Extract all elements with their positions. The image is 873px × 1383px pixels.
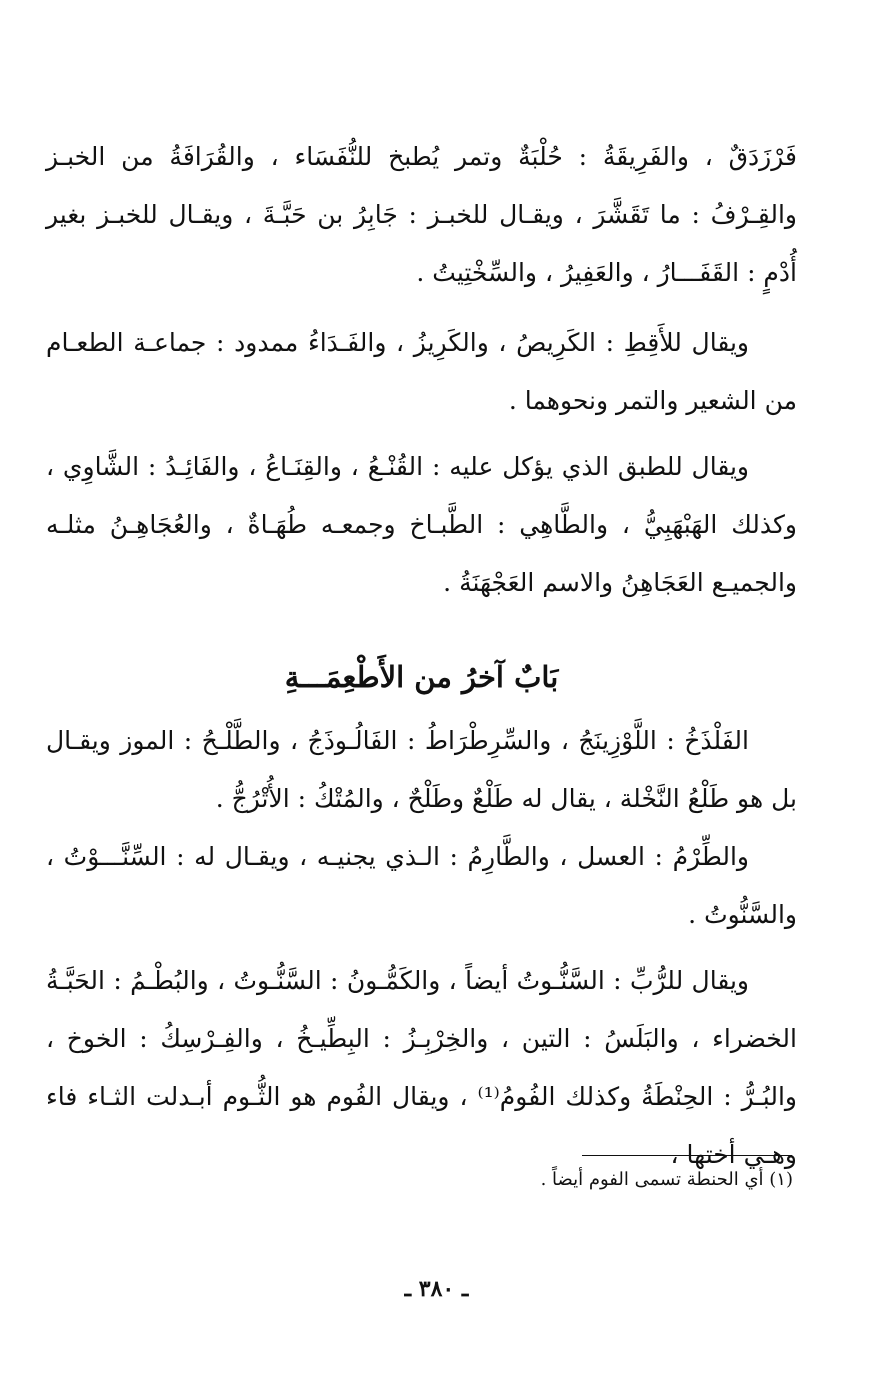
paragraph-foods: ويقال للرُّبِّ : السَّنُّـوتُ أيضاً ، والكَمُّـونُ : السَّنُّـوتُ ، والبُطْـمُ : الحَبَّـةُ الخضراء ، والبَلَسُ : التين ، والخِرْبِـزُ : البِطِّيـخُ ، والفِـرْسِكُ : الخوخ ، والبُـرُّ : الحِنْطَةُ وكذلك الفُومُ⁽¹⁾ ، ويقال الفُوم هو الثُّـوم أبـدلت الثـاء فاء وهـي أختها ، [46,966,797,1169]
paragraph-aqit: ويقال للأَقِطِ : الكَرِيصُ ، والكَرِيزُ ، والفَـدَاءُ ممدود : جماعـة الطعـام من الشعير والتمر ونحوهما . [46,328,797,415]
footnote: (١) أي الحنطة تسمى الفوم أيضاً . [540,1169,793,1190]
paragraph-tray: ويقال للطبق الذي يؤكل عليه : القُنْـعُ ، والقِنَـاعُ ، والفَائِـدُ : الشَّاوِي ، وكذلك الهَبْهَبِيُّ ، والطَّاهِي : الطَّبـاخ وجمعـه طُهَـاةٌ ، والعُجَاهِـنُ مثلـه والجميـع العَجَاهِنُ والاسم العَجْهَنَةُ . [46,452,797,597]
bottom-text-block [46,712,797,1184]
footnote-divider [582,1155,792,1156]
top-text-block [46,128,797,612]
paragraph-honey: والطِّرْمُ : العسل ، والطَّارِمُ : الـذي يجنيـه ، ويقـال له : السِّنَّـــوْتُ ، والسَّنُّوتُ . [46,842,797,929]
page-number: ـ ٣٨٠ ـ [404,1276,469,1302]
paragraph-bread: فَرْزَدَقٌ ، والفَرِيقَةُ : حُلْبَةٌ وتمر يُطبخ للنُّفَسَاء ، والقُرَافَةُ من الخبـز والقِـرْفُ : ما تَقَشَّرَ ، ويقـال للخبـز : جَابِرُ بن حَبَّـةَ ، ويقـال للخبـز بغير أُدْمٍ : القَفَـــارُ ، والعَفِيرُ ، والسِّخْتِيتُ . [46,142,797,287]
section-heading: بَابٌ آخرُ من الأَطْعِمَـــةِ [284,660,559,694]
paragraph-faludhaj: الفَلْذَخُ : اللَّوْزِينَجُ ، والسِّرِطْرَاطُ : الفَالُـوذَجُ ، والطَّلْـحُ : الموز ويقـال بل هو طَلْعُ النَّخْلة ، يقال له طَلْعٌ وطَلْحٌ ، والمُتْكُ : الأُتْرُجُّ . [46,726,797,813]
